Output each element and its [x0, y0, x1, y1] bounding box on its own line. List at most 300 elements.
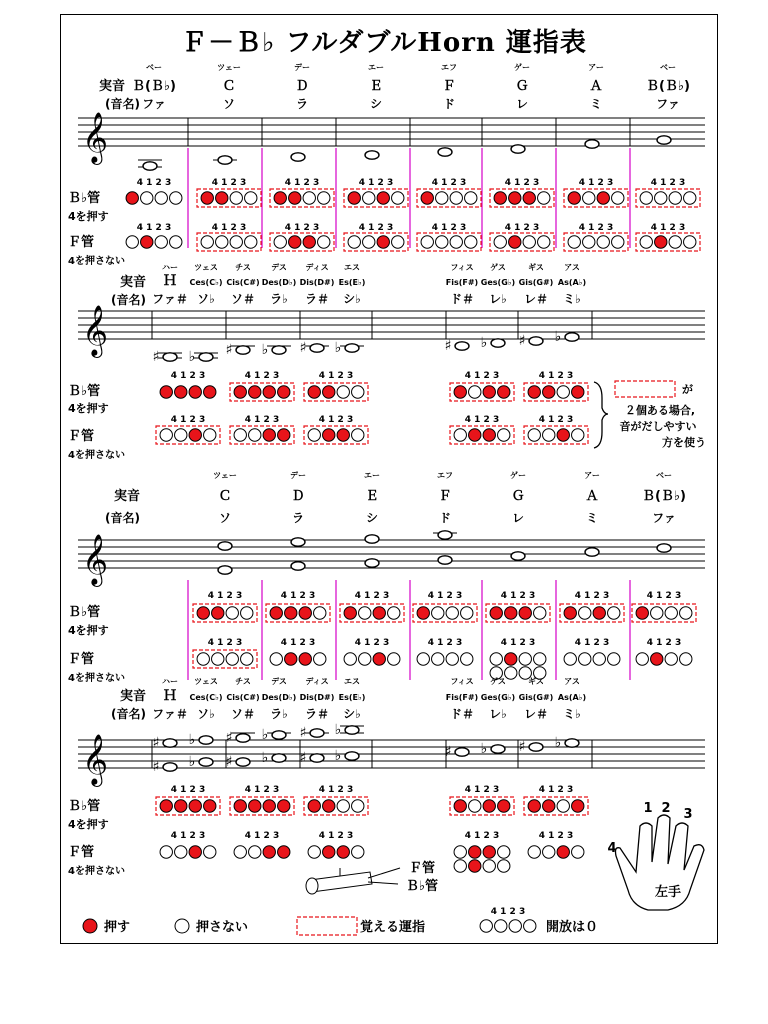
- valve-number-label: 4 1 2 3: [464, 371, 500, 381]
- whole-note: [529, 337, 543, 345]
- whole-note: [438, 556, 452, 564]
- whole-note: [345, 344, 359, 352]
- pressed-valve: [299, 607, 311, 619]
- accidental: ♯: [518, 739, 526, 755]
- note-name: Ｈ: [163, 688, 177, 704]
- open-valve: [534, 653, 546, 665]
- bb-fingering: [636, 607, 692, 619]
- pressed-valve: [175, 800, 187, 812]
- pressed-valve: [377, 236, 389, 248]
- note-reading: エス: [344, 263, 360, 272]
- bb-fingering: [528, 800, 584, 812]
- open-valve: [519, 653, 531, 665]
- open-valve: [461, 653, 473, 665]
- pressed-valve: [421, 192, 433, 204]
- accidental: ♭: [261, 750, 269, 766]
- note-solfege: ファ＃: [152, 292, 188, 306]
- accidental: ♯: [444, 744, 452, 760]
- horn-bb-label: Ｂ♭管: [405, 879, 439, 894]
- open-valve: [249, 846, 261, 858]
- pressed-valve: [175, 386, 187, 398]
- note-reading: アス: [564, 263, 580, 272]
- open-valve: [175, 429, 187, 441]
- valve-number-label: 4 1 2 3: [354, 638, 390, 648]
- pressed-valve: [543, 800, 555, 812]
- valve-number-label: 4 1 2 3: [318, 371, 354, 381]
- open-valve: [204, 429, 216, 441]
- pressed-valve: [263, 800, 275, 812]
- finger-number: 3: [683, 807, 693, 822]
- note-solfege: ミ: [589, 97, 603, 111]
- open-valve: [318, 236, 330, 248]
- whole-note: [163, 739, 177, 747]
- note-reading: ツェー: [217, 63, 241, 72]
- open-valve: [523, 236, 535, 248]
- f-note-label: 4を押さない: [68, 256, 125, 267]
- open-valve: [469, 800, 481, 812]
- whole-note: [529, 743, 543, 751]
- open-valve: [669, 192, 681, 204]
- name-label: (音名): [105, 511, 140, 525]
- note-name: Ｈ: [163, 273, 177, 289]
- page-title: Ｆ－Ｂ♭ フルダブルHorn 運指表: [181, 28, 587, 58]
- note-solfege: レ＃: [523, 707, 549, 721]
- open-valve: [494, 236, 506, 248]
- note-reading: ツェー: [213, 471, 237, 480]
- note-name: Des(D♭): [261, 693, 297, 702]
- bb-tube-label: Ｂ♭管: [68, 605, 101, 620]
- note-reading: デー: [290, 471, 306, 480]
- open-valve: [241, 653, 253, 665]
- open-valve: [388, 607, 400, 619]
- bb-fingering: [126, 192, 182, 204]
- open-valve: [680, 607, 692, 619]
- bb-fingering: [454, 800, 510, 812]
- pressed-valve: [274, 192, 286, 204]
- bb-fingering: [274, 192, 330, 204]
- finger-number: 2: [661, 801, 671, 816]
- pressed-valve: [543, 386, 555, 398]
- open-valve: [388, 653, 400, 665]
- valve-number-label: 4 1 2 3: [538, 785, 574, 795]
- note-solfege: ファ: [656, 97, 680, 111]
- open-valve: [684, 192, 696, 204]
- pressed-valve: [655, 236, 667, 248]
- note-solfege: ソ♭: [197, 292, 215, 306]
- pressed-valve: [519, 607, 531, 619]
- whole-note: [491, 745, 505, 753]
- open-valve: [480, 920, 492, 932]
- pressed-valve: [344, 607, 356, 619]
- note-name: Dis(D#): [299, 278, 335, 287]
- whole-note: [199, 353, 213, 361]
- bb-fingering: [201, 192, 257, 204]
- note-reading: ベー: [146, 63, 162, 72]
- pressed-valve: [249, 800, 261, 812]
- bb-fingering: [568, 192, 624, 204]
- open-valve: [568, 236, 580, 248]
- open-valve: [175, 846, 187, 858]
- open-valve: [352, 846, 364, 858]
- open-valve: [583, 236, 595, 248]
- bb-tube-label: Ｂ♭管: [68, 799, 101, 814]
- open-valve: [245, 236, 257, 248]
- open-valve: [160, 846, 172, 858]
- pressed-valve: [505, 607, 517, 619]
- pressed-valve: [234, 800, 246, 812]
- note-name: Ｃ: [222, 79, 236, 94]
- open-valve: [543, 846, 555, 858]
- bb-fingering: [564, 607, 620, 619]
- open-valve: [337, 386, 349, 398]
- open-valve: [352, 800, 364, 812]
- note-name: Cis(C#): [226, 278, 260, 287]
- pressed-valve: [263, 846, 275, 858]
- f-fingering: [270, 653, 326, 665]
- note-solfege: ソ＃: [230, 292, 256, 306]
- open-valve: [640, 192, 652, 204]
- f-fingering: [234, 429, 290, 441]
- open-valve: [469, 386, 481, 398]
- bb-fingering: [160, 800, 216, 812]
- whole-note: [199, 736, 213, 744]
- pressed-valve: [323, 846, 335, 858]
- note-reading: ギス: [528, 677, 544, 686]
- valve-number-label: 4 1 2 3: [578, 223, 614, 233]
- open-valve: [432, 653, 444, 665]
- finger-number: 4: [607, 841, 617, 856]
- open-valve: [608, 653, 620, 665]
- valve-number-label: 4 1 2 3: [650, 178, 686, 188]
- valve-number-label: 4 1 2 3: [500, 591, 536, 601]
- open-valve: [669, 236, 681, 248]
- whole-note: [345, 726, 359, 734]
- f-fingering: [348, 236, 404, 248]
- note-solfege: ファ＃: [152, 707, 188, 721]
- bb-fingering: [197, 607, 253, 619]
- f-fingering: [528, 429, 584, 441]
- valve-number-label: 4 1 2 3: [170, 415, 206, 425]
- bb-fingering: [160, 386, 216, 398]
- whole-note: [365, 535, 379, 543]
- bb-note-label: 4を押す: [68, 402, 109, 415]
- note-name: Ａ: [589, 79, 603, 94]
- whole-note: [657, 544, 671, 552]
- note-reading: ゲー: [514, 63, 530, 72]
- horn-valve-body: [310, 872, 372, 892]
- note-name: Fis(F#): [445, 278, 479, 287]
- whole-note: [455, 342, 469, 350]
- whole-note: [585, 548, 599, 556]
- note-name: Ｅ: [365, 489, 379, 504]
- f-tube-label: Ｆ管: [68, 235, 95, 250]
- alt-fingering: [454, 860, 510, 872]
- name-label: (音名): [111, 707, 146, 721]
- valve-number-label: 4 1 2 3: [578, 178, 614, 188]
- open-valve: [446, 653, 458, 665]
- pressed-valve: [289, 192, 301, 204]
- note-reading: アー: [588, 63, 604, 72]
- whole-note: [163, 763, 177, 771]
- valve-number-label: 4 1 2 3: [464, 415, 500, 425]
- accidental: ♯: [299, 750, 307, 766]
- note-solfege: ド: [442, 97, 456, 111]
- note-name: Ｄ: [295, 79, 309, 94]
- note-name: Dis(D#): [299, 693, 335, 702]
- whole-note: [218, 542, 232, 550]
- open-valve: [241, 607, 253, 619]
- open-valve: [465, 192, 477, 204]
- note-reading: ゲー: [510, 471, 526, 480]
- note-name: Ｂ(Ｂ♭): [131, 79, 177, 94]
- open-valve: [308, 429, 320, 441]
- valve-number-label: 4 1 2 3: [284, 223, 320, 233]
- accidental: ♯: [518, 333, 526, 349]
- pressed-valve: [263, 386, 275, 398]
- legend-not-press-label: 押さない: [196, 920, 249, 935]
- pressed-valve: [189, 846, 201, 858]
- bb-fingering: [490, 607, 546, 619]
- horn-valve-end: [306, 878, 318, 894]
- pressed-valve: [337, 846, 349, 858]
- pressed-valve: [377, 192, 389, 204]
- valve-number-label: 4 1 2 3: [358, 223, 394, 233]
- note-name: Es(E♭): [338, 693, 366, 702]
- brace-note: 音がだしやすい: [619, 420, 697, 433]
- open-valve: [557, 800, 569, 812]
- note-reading: ベー: [656, 471, 672, 480]
- note-name: Ges(G♭): [480, 693, 516, 702]
- pressed-valve: [263, 429, 275, 441]
- open-valve: [572, 846, 584, 858]
- note-name: Ｃ: [218, 489, 232, 504]
- whole-note: [272, 346, 286, 354]
- note-solfege: ド＃: [449, 707, 475, 721]
- note-reading: ゲス: [490, 263, 506, 272]
- note-solfege: レ♭: [489, 707, 507, 721]
- valve-number-label: 4 1 2 3: [244, 415, 280, 425]
- valve-number-label: 4 1 2 3: [464, 785, 500, 795]
- legend-open-icon: [175, 919, 189, 933]
- whole-note: [291, 562, 305, 570]
- pitch-label: 実音: [119, 689, 146, 704]
- note-solfege: レ＃: [523, 292, 549, 306]
- note-solfege: シ: [369, 97, 383, 111]
- open-valve: [593, 653, 605, 665]
- open-valve: [226, 653, 238, 665]
- f-fingering: [494, 236, 550, 248]
- f-fingering: [274, 236, 330, 248]
- accidental: ♭: [480, 741, 488, 757]
- note-solfege: ラ: [295, 97, 309, 111]
- open-valve: [684, 236, 696, 248]
- legend-remember-label: 覚える運指: [360, 920, 426, 935]
- pressed-valve: [323, 386, 335, 398]
- open-valve: [454, 846, 466, 858]
- note-solfege: レ: [511, 511, 525, 525]
- whole-note: [143, 162, 157, 170]
- valve-number-label: 4 1 2 3: [170, 831, 206, 841]
- bb-note-label: 4を押す: [68, 624, 109, 637]
- valve-number-label: 4 1 2 3: [646, 591, 682, 601]
- open-valve: [249, 429, 261, 441]
- open-valve: [216, 236, 228, 248]
- treble-clef-icon: 𝄞: [82, 734, 109, 785]
- staff-2: [78, 305, 705, 358]
- f-fingering: [421, 236, 477, 248]
- legend-open-fingering: [480, 920, 536, 932]
- open-valve: [665, 607, 677, 619]
- f-fingering: [160, 429, 216, 441]
- open-valve: [363, 192, 375, 204]
- valve-number-label: 4 1 2 3: [244, 831, 280, 841]
- valve-number-label: 4 1 2 3: [318, 415, 354, 425]
- open-valve: [509, 920, 521, 932]
- note-name: Ｄ: [291, 489, 305, 504]
- open-valve: [528, 846, 540, 858]
- note-name: Cis(C#): [226, 693, 260, 702]
- open-valve: [543, 429, 555, 441]
- valve-number-label: 4 1 2 3: [650, 223, 686, 233]
- open-valve: [274, 236, 286, 248]
- note-solfege: ド: [438, 511, 452, 525]
- valve-number-label: 4 1 2 3: [318, 831, 354, 841]
- pressed-valve: [498, 800, 510, 812]
- bb-fingering: [640, 192, 696, 204]
- pressed-valve: [509, 192, 521, 204]
- open-valve: [436, 236, 448, 248]
- whole-note: [218, 566, 232, 574]
- valve-number-label: 4 1 2 3: [538, 415, 574, 425]
- accidental: ♭: [261, 342, 269, 358]
- pressed-valve: [285, 607, 297, 619]
- note-solfege: ラ: [291, 511, 305, 525]
- f-note-label: 4を押さない: [68, 673, 125, 684]
- legend-sample-box: [615, 381, 675, 397]
- note-name: Ces(C♭): [189, 693, 223, 702]
- pressed-valve: [483, 386, 495, 398]
- accidental: ♯: [444, 338, 452, 354]
- open-valve: [359, 653, 371, 665]
- open-valve: [352, 386, 364, 398]
- open-valve: [461, 607, 473, 619]
- whole-note: [438, 531, 452, 539]
- open-valve: [528, 429, 540, 441]
- bb-note-label: 4を押す: [68, 818, 109, 831]
- note-name: Des(D♭): [261, 278, 297, 287]
- pressed-valve: [141, 236, 153, 248]
- valve-number-label: 4 1 2 3: [280, 638, 316, 648]
- open-valve: [226, 607, 238, 619]
- pressed-valve: [285, 653, 297, 665]
- pressed-valve: [323, 429, 335, 441]
- bb-note-label: 4を押す: [68, 210, 109, 223]
- legend-press-icon: [83, 919, 97, 933]
- pressed-valve: [189, 429, 201, 441]
- f-fingering: [160, 846, 216, 858]
- open-valve: [421, 236, 433, 248]
- accidental: ♯: [225, 730, 233, 746]
- open-valve: [436, 192, 448, 204]
- whole-note: [511, 145, 525, 153]
- pressed-valve: [278, 386, 290, 398]
- open-valve: [465, 236, 477, 248]
- open-valve: [303, 192, 315, 204]
- note-reading: エス: [344, 677, 360, 686]
- treble-clef-icon: 𝄞: [82, 112, 109, 163]
- f-fingering: [454, 846, 510, 858]
- accidental: ♯: [225, 342, 233, 358]
- note-reading: ゲス: [490, 677, 506, 686]
- open-valve: [417, 653, 429, 665]
- note-solfege: ミ♭: [563, 707, 581, 721]
- open-valve: [270, 653, 282, 665]
- whole-note: [455, 748, 469, 756]
- f-fingering: [640, 236, 696, 248]
- valve-number-label: 4 1 2 3: [490, 907, 526, 917]
- valve-number-label: 4 1 2 3: [244, 371, 280, 381]
- note-reading: ギス: [528, 263, 544, 272]
- note-reading: ハー: [162, 263, 178, 272]
- pressed-valve: [204, 386, 216, 398]
- accidental: ♯: [225, 754, 233, 770]
- note-reading: フィス: [450, 677, 474, 686]
- open-valve: [579, 607, 591, 619]
- note-name: Ｆ: [442, 79, 456, 94]
- valve-number-label: 4 1 2 3: [207, 638, 243, 648]
- note-solfege: ファ: [652, 511, 676, 525]
- pressed-valve: [289, 236, 301, 248]
- valve-number-label: 4 1 2 3: [170, 371, 206, 381]
- whole-note: [310, 344, 324, 352]
- brace-note: ２個ある場合,: [624, 404, 696, 417]
- pressed-valve: [557, 846, 569, 858]
- whole-note: [272, 754, 286, 762]
- note-name: Es(E♭): [338, 278, 366, 287]
- open-valve: [454, 860, 466, 872]
- open-valve: [564, 653, 576, 665]
- note-solfege: ファ: [142, 97, 166, 111]
- brace-note: が: [682, 383, 693, 396]
- whole-note: [236, 758, 250, 766]
- open-valve: [230, 236, 242, 248]
- open-valve: [314, 653, 326, 665]
- open-valve: [245, 192, 257, 204]
- whole-note: [291, 153, 305, 161]
- f-fingering: [564, 653, 620, 665]
- accidental: ♭: [480, 335, 488, 351]
- accidental: ♭: [334, 340, 342, 356]
- note-reading: デス: [271, 263, 287, 272]
- valve-number-label: 4 1 2 3: [136, 178, 172, 188]
- note-reading: ベー: [660, 63, 676, 72]
- accidental: ♯: [299, 725, 307, 741]
- note-reading: エー: [368, 63, 384, 72]
- open-valve: [352, 429, 364, 441]
- note-reading: エー: [364, 471, 380, 480]
- note-reading: アー: [584, 471, 600, 480]
- whole-note: [291, 538, 305, 546]
- valve-number-label: 4 1 2 3: [574, 638, 610, 648]
- pressed-valve: [636, 607, 648, 619]
- accidental: ♯: [152, 759, 160, 775]
- note-solfege: レ: [515, 97, 529, 111]
- open-valve: [524, 920, 536, 932]
- pressed-valve: [593, 607, 605, 619]
- name-label: (音名): [111, 293, 146, 307]
- open-valve: [557, 386, 569, 398]
- treble-clef-icon: 𝄞: [82, 305, 109, 356]
